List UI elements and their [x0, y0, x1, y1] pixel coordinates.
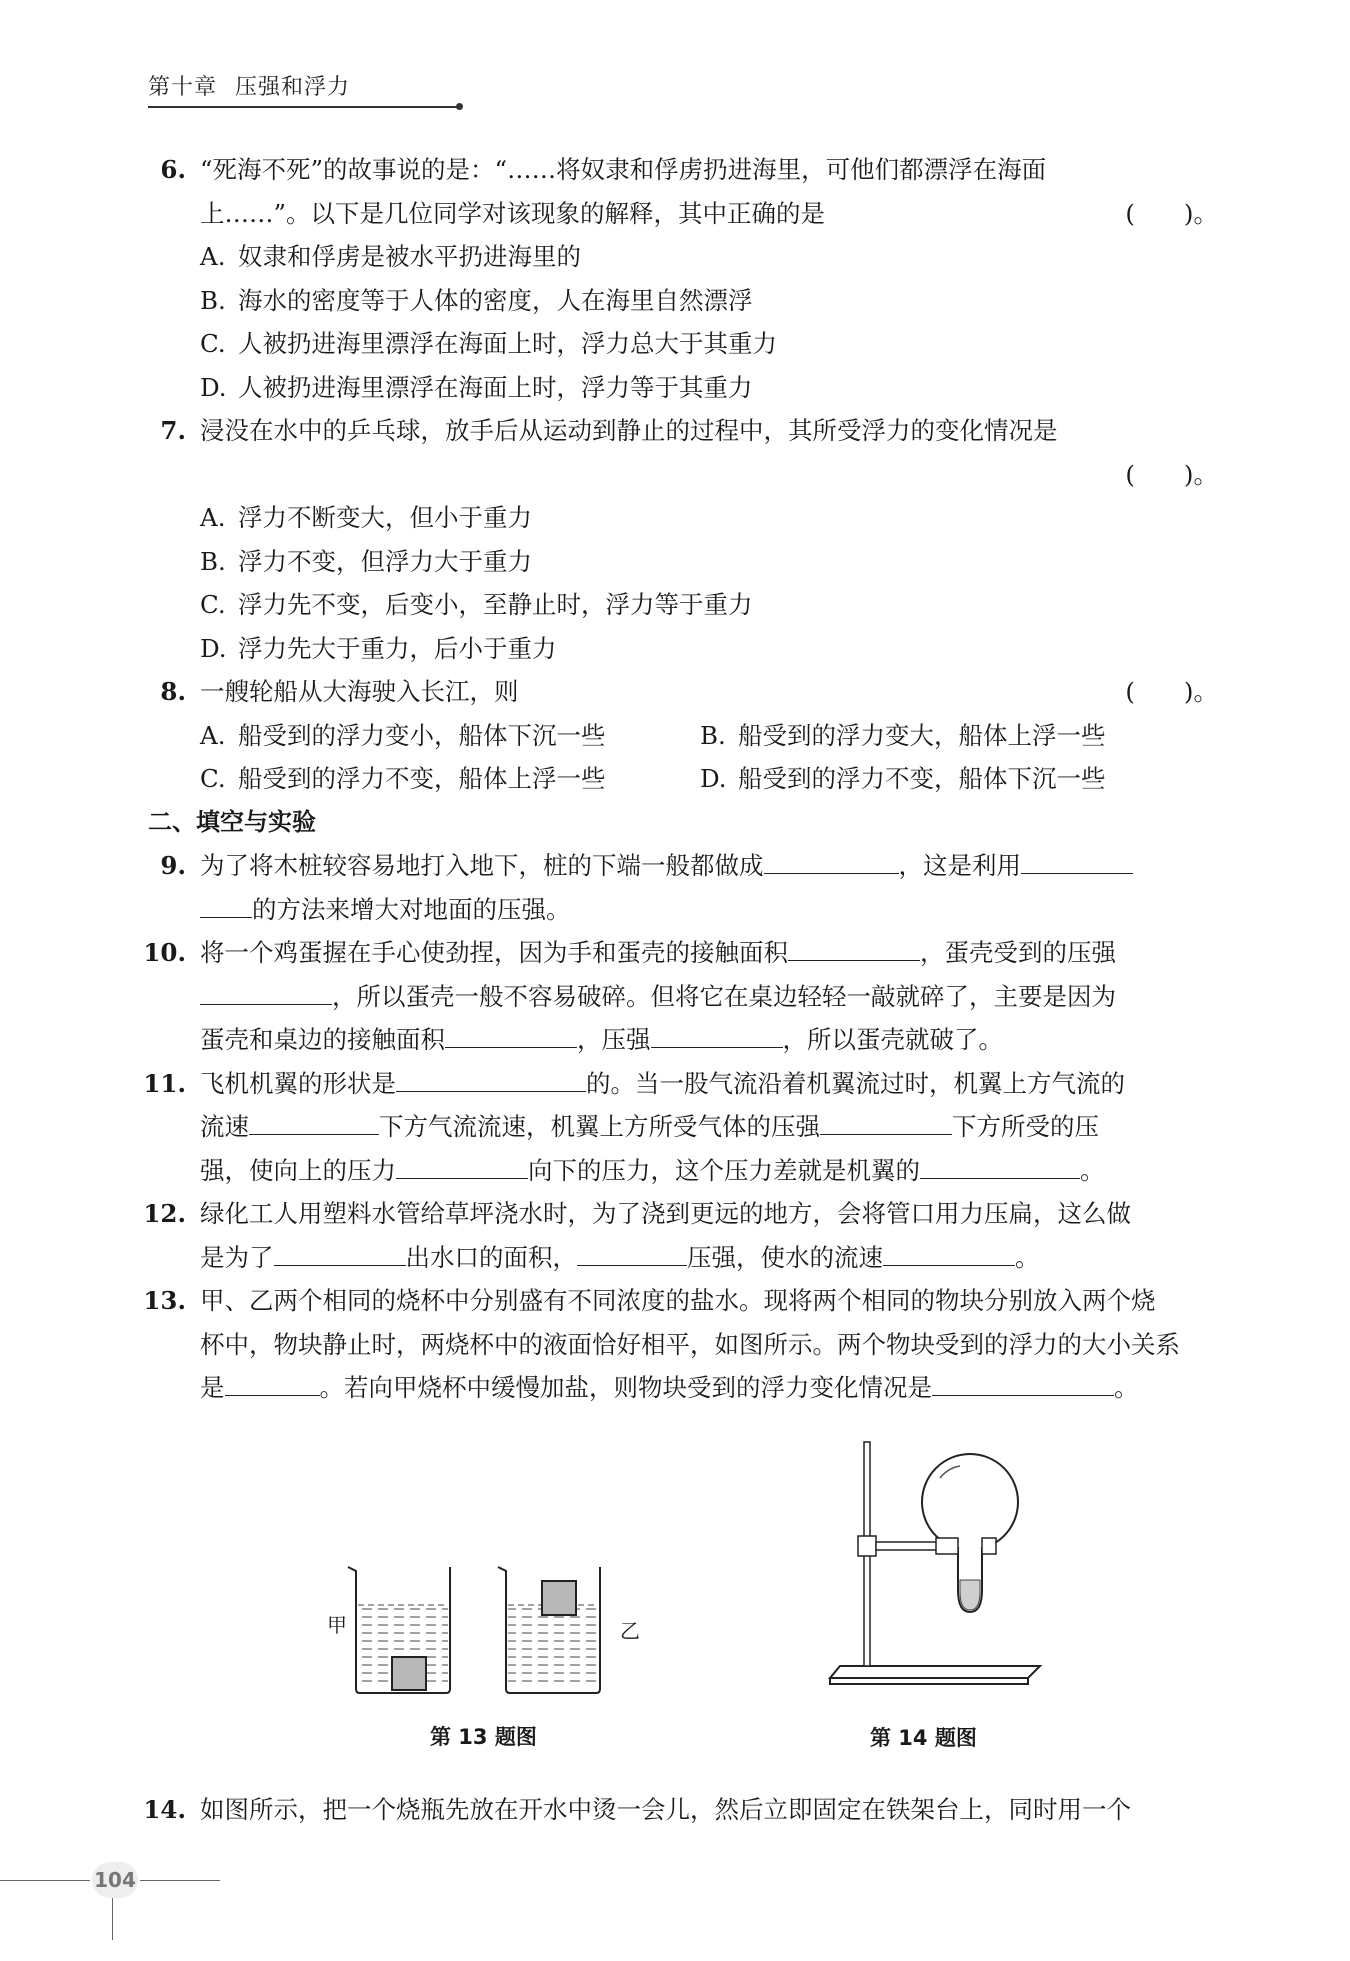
- question-number: 6.: [160, 155, 186, 184]
- header-dot: [456, 103, 463, 110]
- option-c: [200, 757, 700, 801]
- option-text: 船受到的浮力不变，船体下沉一些: [738, 764, 1106, 793]
- option-text: 浮力不变，但浮力大于重力: [238, 546, 532, 576]
- question-text: ，蛋壳受到的压强: [920, 938, 1116, 967]
- question-number: 10.: [143, 938, 186, 967]
- option-label: D.: [200, 633, 227, 663]
- option-c: [148, 322, 1218, 366]
- option-c: [148, 583, 1218, 627]
- question-text: 压强，使水的流速: [687, 1242, 883, 1272]
- question-text: 是: [200, 1373, 225, 1402]
- option-d: [148, 366, 1218, 410]
- figure-13: [327, 1565, 660, 1749]
- question-text: 将一个鸡蛋握在手心使劲捏，因为手和蛋壳的接触面积: [200, 938, 788, 967]
- question-text-line: [200, 931, 1218, 975]
- question-text: 的方法来增大对地面的压强。: [252, 894, 571, 924]
- question-text: 上……”。以下是几位同学对该现象的解释，其中正确的是: [200, 198, 826, 228]
- question-9: [148, 844, 1218, 931]
- option-text: 船受到的浮力变大，船体上浮一些: [738, 720, 1106, 750]
- option-b: [148, 540, 1218, 584]
- figure-caption: 第 14 题图: [870, 1726, 977, 1750]
- question-text-line: [200, 975, 1218, 1019]
- question-text-line: 杯中，物块静止时，两烧杯中的液面恰好相平，如图所示。两个物块受到的浮力的大小关系: [200, 1329, 1180, 1359]
- question-text: 蛋壳和桌边的接触面积: [200, 1025, 445, 1054]
- beaker-label-jia: 甲: [327, 1613, 347, 1637]
- question-text: 。: [1114, 1373, 1139, 1402]
- question-number: 8.: [160, 677, 186, 706]
- question-text-line: [200, 1149, 1218, 1193]
- beaker-label-yi: 乙: [620, 1619, 640, 1643]
- option-label: B.: [200, 285, 226, 315]
- question-text: ，所以蛋壳就破了。: [782, 1025, 1003, 1054]
- question-text: 为了将木桩较容易地打入地下，桩的下端一般都做成: [200, 851, 764, 880]
- option-text: 浮力不断变大，但小于重力: [238, 503, 532, 532]
- question-number: 13.: [143, 1286, 186, 1315]
- question-text-line: [200, 1236, 1218, 1280]
- stand-base: [830, 1666, 1040, 1678]
- question-14-container: [143, 1788, 1218, 1832]
- question-text-line: “死海不死”的故事说的是：“……将奴隶和俘虏扔进海里，可他们都漂浮在海面: [200, 155, 1047, 184]
- option-label: D.: [200, 372, 227, 402]
- question-number: 9.: [160, 851, 186, 880]
- answer-blank[interactable]: [225, 1369, 320, 1396]
- option-text: 船受到的浮力变小，船体下沉一些: [238, 720, 606, 750]
- option-label: C.: [200, 329, 226, 358]
- option-text: 浮力先大于重力，后小于重力: [238, 633, 557, 663]
- question-text-line: [200, 844, 1218, 888]
- question-text: 。若向甲烧杯中缓慢加盐，则物块受到的浮力变化情况是: [319, 1373, 932, 1402]
- footer-rule: [0, 1880, 90, 1881]
- answer-blank[interactable]: [764, 847, 899, 874]
- answer-blank[interactable]: [274, 1239, 406, 1266]
- question-text: ，所以蛋壳一般不容易破碎。但将它在桌边轻轻一敲就碎了，主要是因为: [332, 981, 1116, 1011]
- question-text: ，压强: [577, 1025, 651, 1054]
- option-b: [148, 279, 1218, 323]
- clamp-boss: [858, 1536, 876, 1556]
- option-d: [700, 757, 1200, 801]
- flask-stand-illustration: [790, 1440, 1050, 1690]
- question-text-line: [200, 1018, 1218, 1062]
- answer-blank[interactable]: [396, 1152, 528, 1179]
- question-text-line: [200, 192, 1218, 236]
- figure-14: [790, 1440, 1050, 1750]
- question-13: [143, 1279, 1218, 1410]
- clamp-arm: [876, 1542, 938, 1550]
- question-text: 强，使向上的压力: [200, 1155, 396, 1185]
- answer-paren: ( )。: [1125, 198, 1218, 228]
- option-d: [148, 627, 1218, 671]
- option-a: [148, 235, 1218, 279]
- answer-blank[interactable]: [883, 1239, 1015, 1266]
- option-text: 船受到的浮力不变，船体上浮一些: [238, 764, 606, 793]
- option-label: B.: [700, 720, 726, 750]
- answer-blank[interactable]: [932, 1369, 1114, 1396]
- beakers-illustration: [330, 1565, 660, 1705]
- question-12: [143, 1192, 1218, 1279]
- flask-bulb: [922, 1454, 1018, 1550]
- question-number: 11.: [143, 1068, 186, 1098]
- question-text: 是为了: [200, 1242, 274, 1272]
- page-number: 104: [92, 1862, 138, 1898]
- beaker-jia: [348, 1567, 450, 1693]
- option-row: [148, 714, 1218, 758]
- question-14: [143, 1788, 1218, 1832]
- answer-blank[interactable]: [1021, 847, 1133, 874]
- question-text-line: [200, 670, 1218, 714]
- option-text: 人被扔进海里漂浮在海面上时，浮力等于其重力: [238, 372, 753, 402]
- question-text: 飞机机翼的形状是: [200, 1068, 396, 1098]
- chapter-title: 压强和浮力: [235, 75, 351, 100]
- answer-blank[interactable]: [396, 1065, 586, 1092]
- question-text-line: [200, 1105, 1218, 1149]
- question-text-line: 甲、乙两个相同的烧杯中分别盛有不同浓度的盐水。现将两个相同的物块分别放入两个烧: [200, 1286, 1156, 1315]
- question-text: 。: [1015, 1242, 1040, 1272]
- question-6: [148, 148, 1218, 235]
- option-text: 海水的密度等于人体的密度，人在海里自然漂浮: [238, 285, 753, 315]
- answer-paren: ( )。: [1125, 459, 1218, 489]
- question-text: 出水口的面积，: [405, 1242, 577, 1272]
- option-label: A.: [200, 720, 226, 750]
- chapter-number: 第十章: [148, 75, 218, 100]
- block: [542, 1581, 576, 1615]
- footer-vertical-line: [112, 1895, 113, 1940]
- question-11: [143, 1062, 1218, 1193]
- option-row: [148, 757, 1218, 801]
- option-a: [148, 496, 1218, 540]
- option-a: [200, 714, 700, 758]
- block: [392, 1657, 426, 1690]
- question-content: [143, 148, 1218, 1410]
- question-text: ，这是利用: [898, 851, 1021, 880]
- answer-blank[interactable]: [577, 1239, 687, 1266]
- option-label: A.: [200, 503, 226, 532]
- question-7: [148, 409, 1218, 496]
- question-text: 。: [1080, 1155, 1105, 1185]
- option-b: [700, 714, 1200, 758]
- question-8: [148, 670, 1218, 714]
- question-text-line: 如图所示，把一个烧瓶先放在开水中烫一会儿，然后立即固定在铁架台上，同时用一个: [200, 1795, 1131, 1824]
- question-text-line: 绿化工人用塑料水管给草坪浇水时，为了浇到更远的地方，会将管口用力压扁，这么做: [200, 1199, 1131, 1228]
- answer-paren: ( )。: [1125, 677, 1218, 706]
- question-text-line: [200, 888, 1218, 932]
- question-number: 7.: [160, 416, 186, 445]
- figure-caption: 第 13 题图: [430, 1725, 537, 1749]
- answer-blank[interactable]: [651, 1021, 783, 1048]
- question-text: 一艘轮船从大海驶入长江，则: [200, 677, 519, 706]
- salt-water: [508, 1605, 598, 1687]
- option-label: A.: [200, 242, 226, 271]
- answer-blank[interactable]: [200, 978, 332, 1005]
- section-heading: 二、填空与实验: [148, 807, 316, 836]
- answer-blank[interactable]: [788, 934, 920, 961]
- option-label: B.: [200, 546, 226, 576]
- footer-rule: [140, 1880, 220, 1881]
- option-label: C.: [200, 764, 226, 793]
- answer-blank[interactable]: [200, 891, 252, 918]
- question-text: 流速: [200, 1112, 249, 1141]
- question-10: [143, 931, 1218, 1062]
- liquid: [960, 1580, 980, 1610]
- question-text-line: [200, 1062, 1218, 1106]
- answer-blank[interactable]: [249, 1108, 379, 1135]
- answer-blank[interactable]: [445, 1021, 577, 1048]
- answer-blank[interactable]: [820, 1108, 952, 1135]
- question-text: 的。当一股气流沿着机翼流过时，机翼上方气流的: [586, 1068, 1125, 1098]
- question-text-line: [200, 1366, 1218, 1410]
- question-text: 向下的压力，这个压力差就是机翼的: [528, 1155, 920, 1185]
- chapter-header: [148, 70, 350, 101]
- option-text: 奴隶和俘虏是被水平扔进海里的: [238, 242, 581, 271]
- beaker-yi: [498, 1567, 600, 1693]
- question-number: 14.: [143, 1795, 186, 1824]
- question-text-line: 浸没在水中的乒乓球，放手后从运动到静止的过程中，其所受浮力的变化情况是: [200, 416, 1058, 445]
- header-rule: [148, 106, 460, 108]
- option-label: C.: [200, 590, 226, 619]
- option-text: 浮力先不变，后变小，至静止时，浮力等于重力: [238, 590, 753, 619]
- question-text: 下方所受的压: [952, 1112, 1099, 1141]
- option-text: 人被扔进海里漂浮在海面上时，浮力总大于其重力: [238, 329, 777, 358]
- question-number: 12.: [143, 1199, 186, 1228]
- question-text: 下方气流流速，机翼上方所受气体的压强: [379, 1112, 820, 1141]
- option-label: D.: [700, 764, 727, 793]
- answer-blank[interactable]: [920, 1152, 1080, 1179]
